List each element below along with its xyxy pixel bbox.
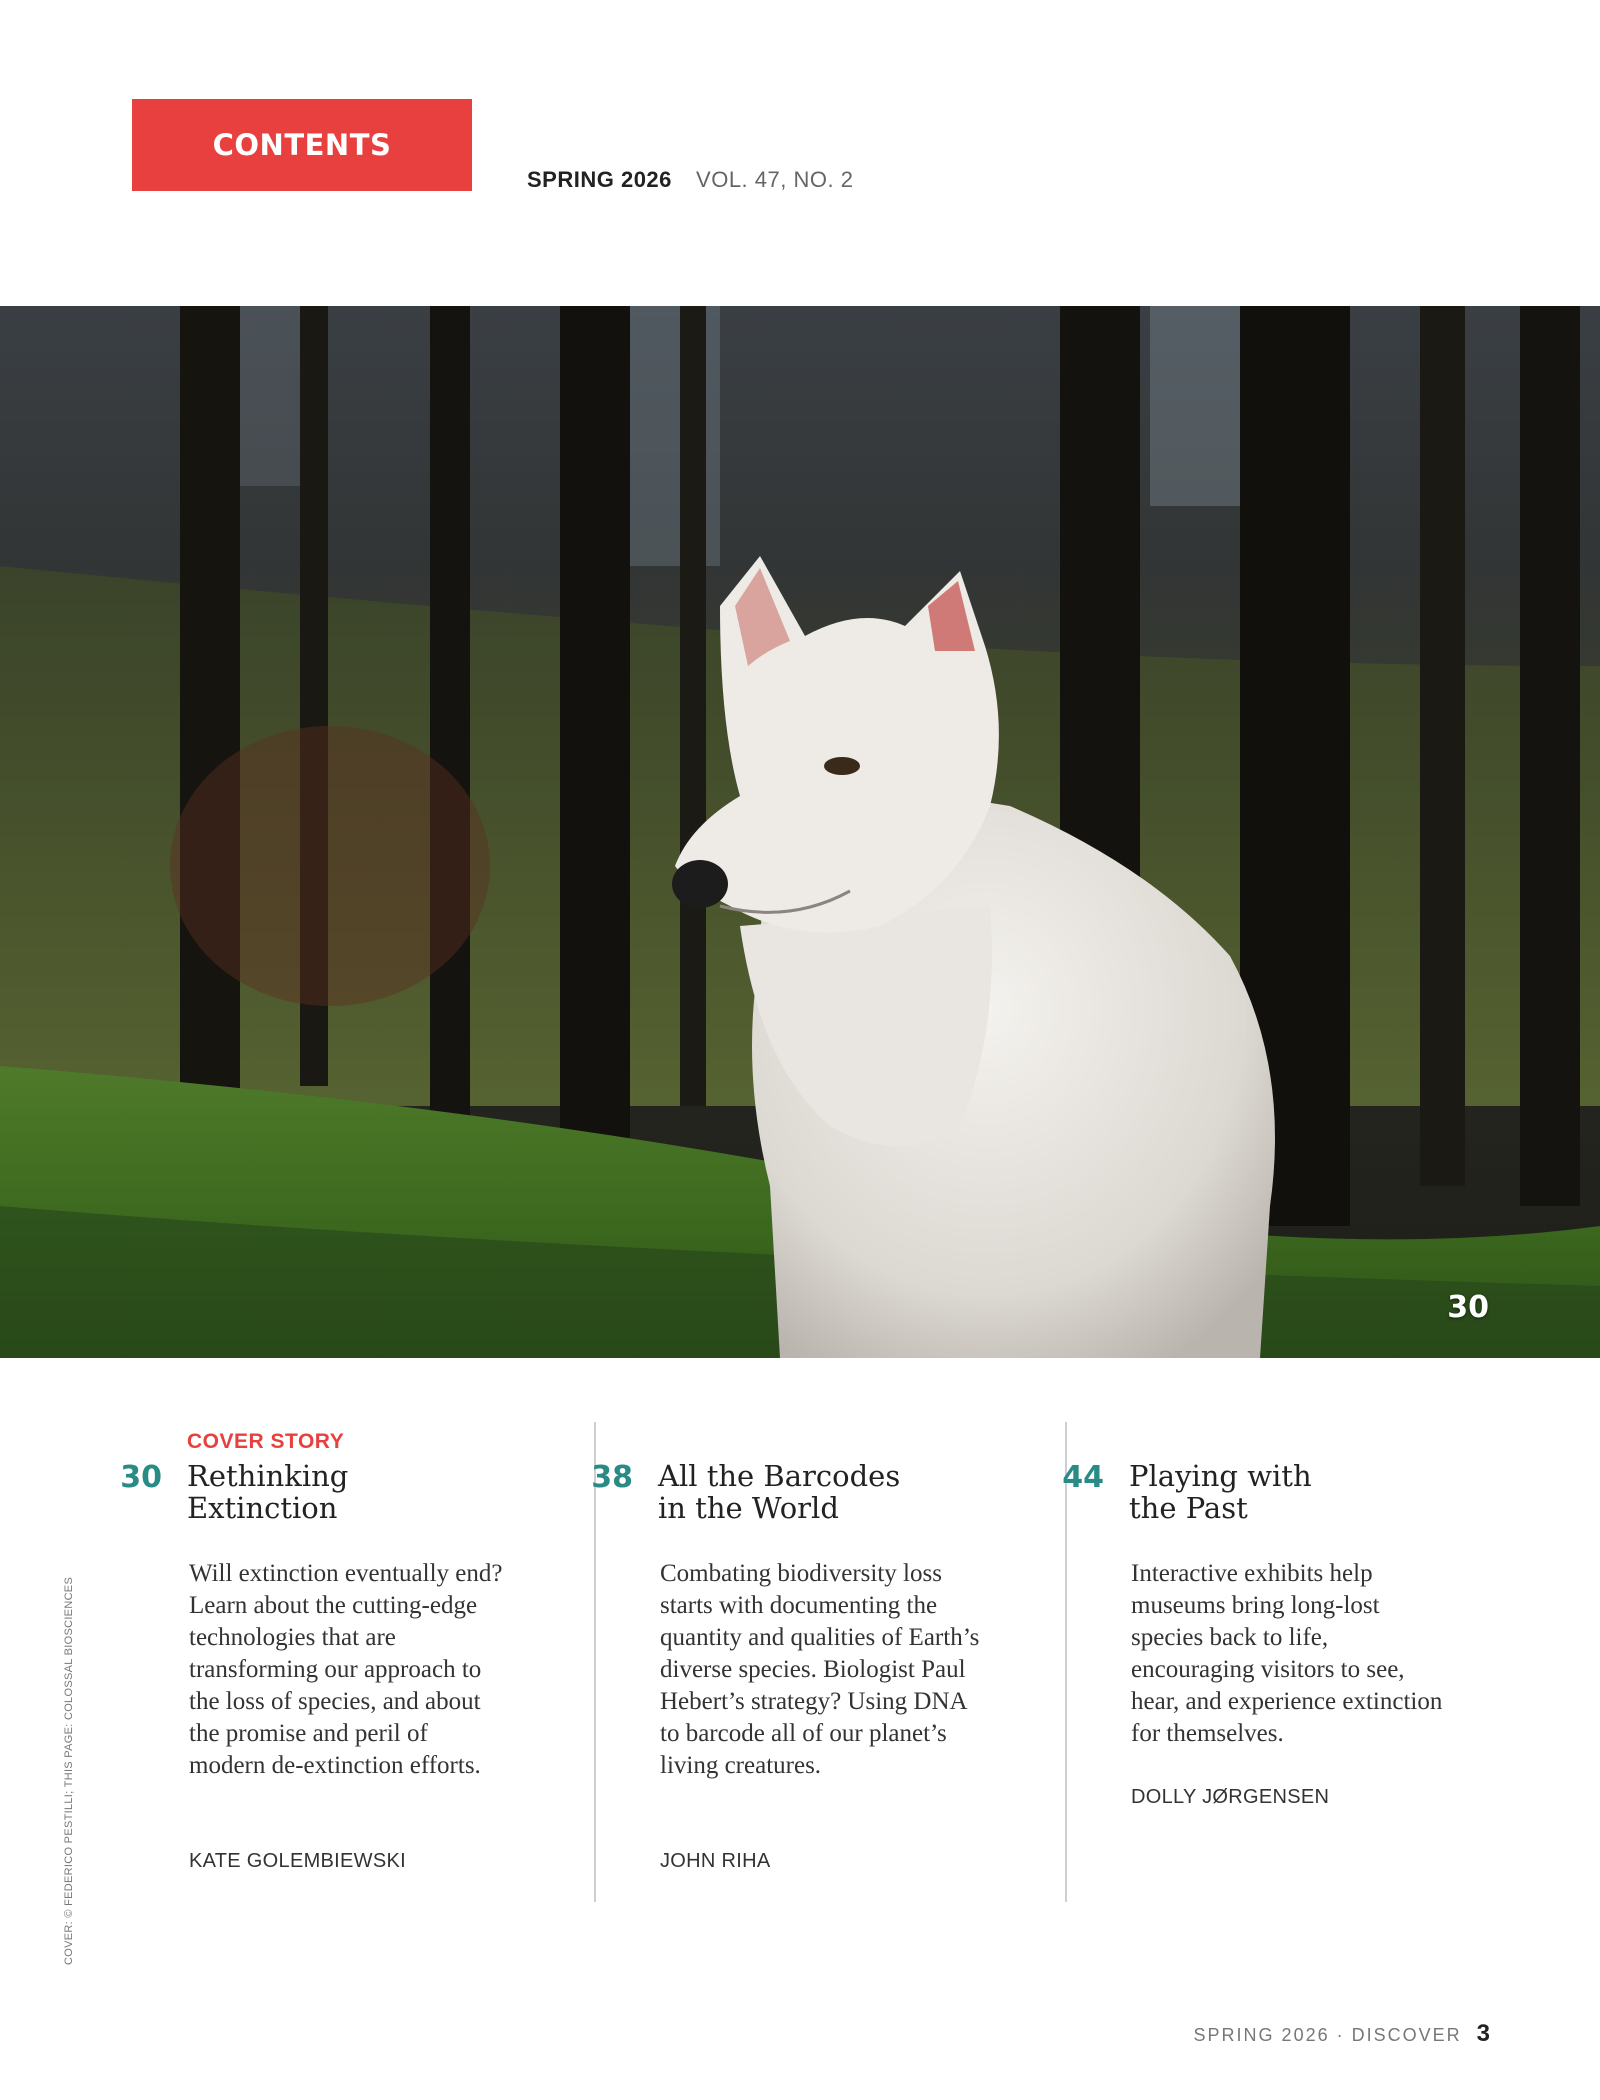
issue-info — [527, 167, 853, 193]
article-page-number: 30 — [120, 1460, 162, 1495]
hero-photo — [0, 306, 1600, 1358]
article-title[interactable] — [187, 1460, 527, 1524]
footer-text: SPRING 2026 · DISCOVER — [1193, 2025, 1462, 2045]
article-title-line: Extinction — [187, 1491, 338, 1525]
article-author: KATE GOLEMBIEWSKI — [189, 1850, 406, 1872]
contents-tab — [132, 99, 472, 191]
page-footer — [1194, 2020, 1490, 2048]
contents-label: CONTENTS — [212, 128, 392, 162]
photo-credit: COVER: © FEDERICO PESTILLI; THIS PAGE: COLOSSAL BIOSCIENCES — [63, 1576, 75, 1965]
issue-volume: VOL. 47, NO. 2 — [696, 167, 854, 192]
article-title-line: the Past — [1129, 1491, 1248, 1525]
article-page-number: 38 — [591, 1460, 633, 1495]
issue-season: SPRING 2026 — [527, 167, 672, 192]
article-title[interactable] — [1129, 1460, 1469, 1524]
page-number: 3 — [1476, 2020, 1490, 2047]
article-author: DOLLY JØRGENSEN — [1131, 1786, 1330, 1808]
article-description: Interactive exhibits help museums bring long-lost species back to life, encouraging visitors to see, hear, and experience extinction for themselves. — [1131, 1560, 1443, 1747]
wolf-photo-illustration — [0, 306, 1600, 1358]
article-description: Combating biodiversity loss starts with documenting the quantity and qualities of Earth’s diverse species. Biologist Paul Hebert’s strategy? Using DNA to barcode all of our planet’s living creatures. — [660, 1560, 980, 1779]
hero-page-ref: 30 — [1447, 1290, 1489, 1325]
article-title-line: Playing with — [1129, 1459, 1312, 1493]
article-title-line: in the World — [658, 1491, 839, 1525]
article-kicker: COVER STORY — [187, 1430, 345, 1453]
article-page-number: 44 — [1062, 1460, 1104, 1495]
article-author: JOHN RIHA — [660, 1850, 771, 1872]
article-title-line: Rethinking — [187, 1459, 349, 1493]
article-description: Will extinction eventually end? Learn about the cutting-edge technologies that are transforming our approach to the loss of species, and about the promise and peril of modern de-extinction efforts. — [189, 1560, 503, 1779]
article-title[interactable] — [658, 1460, 998, 1524]
article-title-line: All the Barcodes — [658, 1459, 901, 1493]
